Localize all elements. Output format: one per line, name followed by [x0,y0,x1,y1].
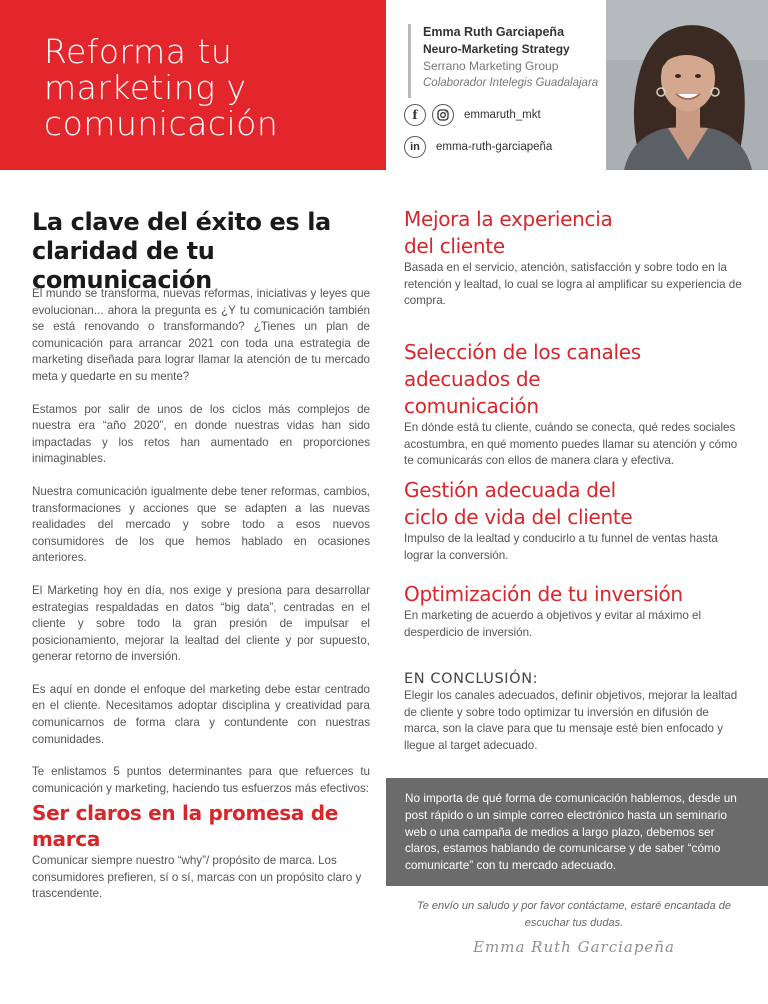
intro-paragraph: Nuestra comunicación igualmente debe tener reformas, cambios, transformaciones y acciones que se adapten a las nuevas realidades del mercado y sobre todo a esos nuevos consumidores de los que hemos hablado en ocasiones anteriores. [32,484,370,565]
point-3-section [404,339,744,470]
main-heading: La clave del éxito es la claridad de tu comunicación [32,208,331,294]
point-1-body: Comunicar siempre nuestro “why”/ propósito de marca. Los consumidores prefieren, sí o sí, marcas con un propósito claro y trascendente. [32,854,362,901]
social-row-linkedin [404,136,552,158]
facebook-icon[interactable]: f [404,104,426,126]
author-role: Neuro-Marketing Strategy [423,42,570,56]
intro-paragraph: El mundo se transforma, nuevas reformas, iniciativas y leyes que evolucionan... ahora la pregunta es ¿Y tu comunicación también se está renovando o transformando? ¿Tienes un plan de comunicación para arrancar 2021 con toda una estrategia de marketing diseñada para lograr llamar la atención de tu mercado meta y quedarte en su mente? [32,287,370,383]
social-row-primary [404,104,541,126]
page-title: Reforma tu marketing y comunicación [44,32,279,143]
point-3-title: Selección de los canales adecuados de comunicación [404,340,641,418]
intro-paragraph: Te enlistamos 5 puntos determinantes para que refuerces tu comunicación y marketing, haciendo tus esfuerzos más efectivos: [32,765,370,795]
point-5-section [404,581,744,641]
author-company: Serrano Marketing Group [423,59,559,73]
conclusion-body: Elegir los canales adecuados, definir objetivos, mejorar la lealtad de cliente y sobre todo optimizar tu inversión en difusión de marca, son la clave para que tu mensaje esté bien enfocado y llegue al target adecuado. [404,689,738,752]
point-1-title: Ser claros en la promesa de marca [32,801,339,851]
farewell-message: Te envío un saludo y por favor contáctame, estaré encantada de escuchar tus dudas. [417,900,731,929]
signature: Emma Ruth Garciapeña [473,938,675,956]
author-collaboration: Colaborador Intelegis Guadalajara [423,77,599,89]
author-info [408,24,598,98]
intro-text [32,286,370,813]
social-handle[interactable]: emmaruth_mkt [464,109,541,121]
point-4-section [404,477,744,564]
intro-paragraph: El Marketing hoy en día, nos exige y presiona para desarrollar estrategias respaldadas en datos “big data”, centradas en el cliente y sobre todo la gran presión de impulsar el posicionamiento, mejorar la lealtad del cliente y por supuesto, generar retorno de inversión. [32,583,370,664]
point-2-section [404,206,744,310]
point-2-title: Mejora la experiencia del cliente [404,207,613,258]
closing-text: No importa de qué forma de comunicación hablemos, desde un post rápido o un simple correo electrónico hasta un seminario web o una campaña de medios a largo plazo, debemos ser claros, estamos hablando de comunicarse y de saber “cómo comunicarte” con tu mercado adecuado. [405,791,737,873]
linkedin-icon[interactable]: in [404,136,426,158]
conclusion-section [404,670,744,754]
point-5-title: Optimización de tu inversión [404,582,683,606]
point-4-body: Impulso de la lealtad y conducirlo a tu funnel de ventas hasta lograr la conversión. [404,532,718,562]
instagram-icon[interactable] [432,104,454,126]
closing-callout [386,778,768,886]
hero-banner [0,0,386,170]
point-3-body: En dónde está tu cliente, cuándo se conecta, qué redes sociales acostumbra, en qué momento puedes llamar su atención y cómo te comunicarás con ellos de manera clara y efectiva. [404,421,738,468]
conclusion-title: EN CONCLUSIÓN: [404,671,539,687]
point-2-body: Basada en el servicio, atención, satisfacción y sobre todo en la retención y lealtad, lo cual se logra al amplificar su experiencia de compra. [404,261,742,308]
point-4-title: Gestión adecuada del ciclo de vida del cliente [404,478,633,529]
linkedin-handle[interactable]: emma-ruth-garciapeña [436,141,553,153]
author-name: Emma Ruth Garciapeña [423,25,565,39]
intro-paragraph: Estamos por salir de unos de los ciclos más complejos de nuestra era “año 2020”, en donde nuestras vidas han sido impactadas y los retos han aumentado en proporciones inimaginables. [32,402,370,466]
author-photo [606,0,768,170]
intro-paragraph: Es aquí en donde el enfoque del marketing debe estar centrado en el cliente. Necesitamos adoptar disciplina y creatividad para comunicarnos de forma clara y contundente con nuestras comunidades. [32,682,370,746]
point-5-body: En marketing de acuerdo a objetivos y evitar al máximo el desperdicio de inversión. [404,609,702,639]
